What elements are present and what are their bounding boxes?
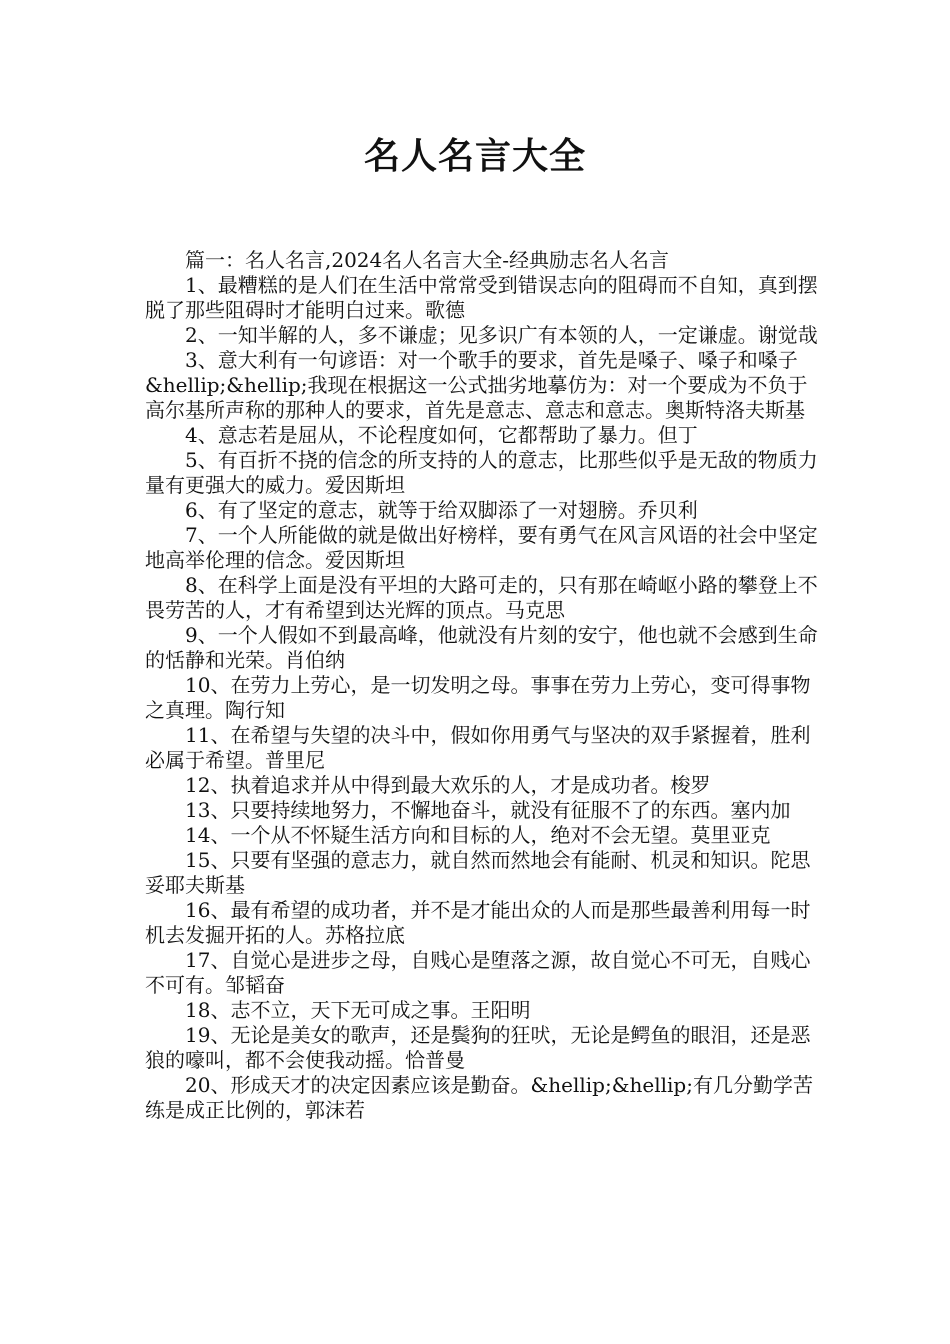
- quote-paragraph: 18、志不立，天下无可成之事。王阳明: [185, 998, 531, 1022]
- quote-paragraph: 7、一个人所能做的就是做出好榜样，要有勇气在风言风语的社会中坚定地高举伦理的信念。爱因斯坦: [145, 523, 818, 572]
- quote-paragraph: 8、在科学上面是没有平坦的大路可走的，只有那在崎岖小路的攀登上不畏劳苦的人，才有希望到达光辉的顶点。马克思: [145, 573, 818, 622]
- quote-paragraph: 13、只要持续地努力，不懈地奋斗，就没有征服不了的东西。塞内加: [185, 798, 791, 822]
- quote-paragraph: 19、无论是美女的歌声，还是鬓狗的狂吠，无论是鳄鱼的眼泪，还是恶狼的嚎叫，都不会使我动摇。恰普曼: [145, 1023, 811, 1072]
- quote-paragraph: 20、形成天才的决定因素应该是勤奋。&hellip;&hellip;有几分勤学苦练是成正比例的，郭沫若: [145, 1073, 813, 1122]
- quote-paragraph: 4、意志若是屈从，不论程度如何，它都帮助了暴力。但丁: [185, 423, 698, 447]
- page-title: 名人名言大全: [363, 136, 586, 177]
- quote-paragraph: 2、一知半解的人，多不谦虚；见多识广有本领的人，一定谦虚。谢觉哉: [185, 323, 818, 347]
- quote-paragraph: 17、自觉心是进步之母，自贱心是堕落之源，故自觉心不可无，自贱心不可有。邹韬奋: [145, 948, 811, 997]
- quote-paragraph: 6、有了坚定的意志，就等于给双脚添了一对翅膀。乔贝利: [185, 498, 698, 522]
- quote-paragraph: 5、有百折不挠的信念的所支持的人的意志，比那些似乎是无敌的物质力量有更强大的威力。爱因斯坦: [145, 448, 818, 497]
- quote-paragraph: 10、在劳力上劳心，是一切发明之母。事事在劳力上劳心，变可得事物之真理。陶行知: [145, 673, 811, 722]
- quote-paragraph: 15、只要有坚强的意志力，就自然而然地会有能耐、机灵和知识。陀思妥耶夫斯基: [145, 848, 811, 897]
- document-body: [145, 248, 825, 1123]
- quote-paragraph: 11、在希望与失望的决斗中，假如你用勇气与坚决的双手紧握着，胜利必属于希望。普里尼: [145, 723, 811, 772]
- quote-paragraph: 12、执着追求并从中得到最大欢乐的人，才是成功者。梭罗: [185, 773, 711, 797]
- quote-paragraph: 14、一个从不怀疑生活方向和目标的人，绝对不会无望。莫里亚克: [185, 823, 771, 847]
- quote-paragraph: 3、意大利有一句谚语：对一个歌手的要求，首先是嗓子、嗓子和嗓子&hellip;&hellip;我现在根据这一公式拙劣地摹仿为：对一个要成为不负于高尔基所声称的那种人的要求，首先是意志、意志和意志。奥斯特洛夫斯基: [145, 348, 808, 422]
- quote-paragraph: 1、最糟糕的是人们在生活中常常受到错误志向的阻碍而不自知，真到摆脱了那些阻碍时才能明白过来。歌德: [145, 273, 818, 322]
- quote-paragraph: 9、一个人假如不到最高峰，他就没有片刻的安宁，他也就不会感到生命的恬静和光荣。肖伯纳: [145, 623, 818, 672]
- section-heading: 篇一：名人名言,2024名人名言大全-经典励志名人名言: [185, 248, 670, 272]
- quote-paragraph: 16、最有希望的成功者，并不是才能出众的人而是那些最善利用每一时机去发掘开拓的人。苏格拉底: [145, 898, 811, 947]
